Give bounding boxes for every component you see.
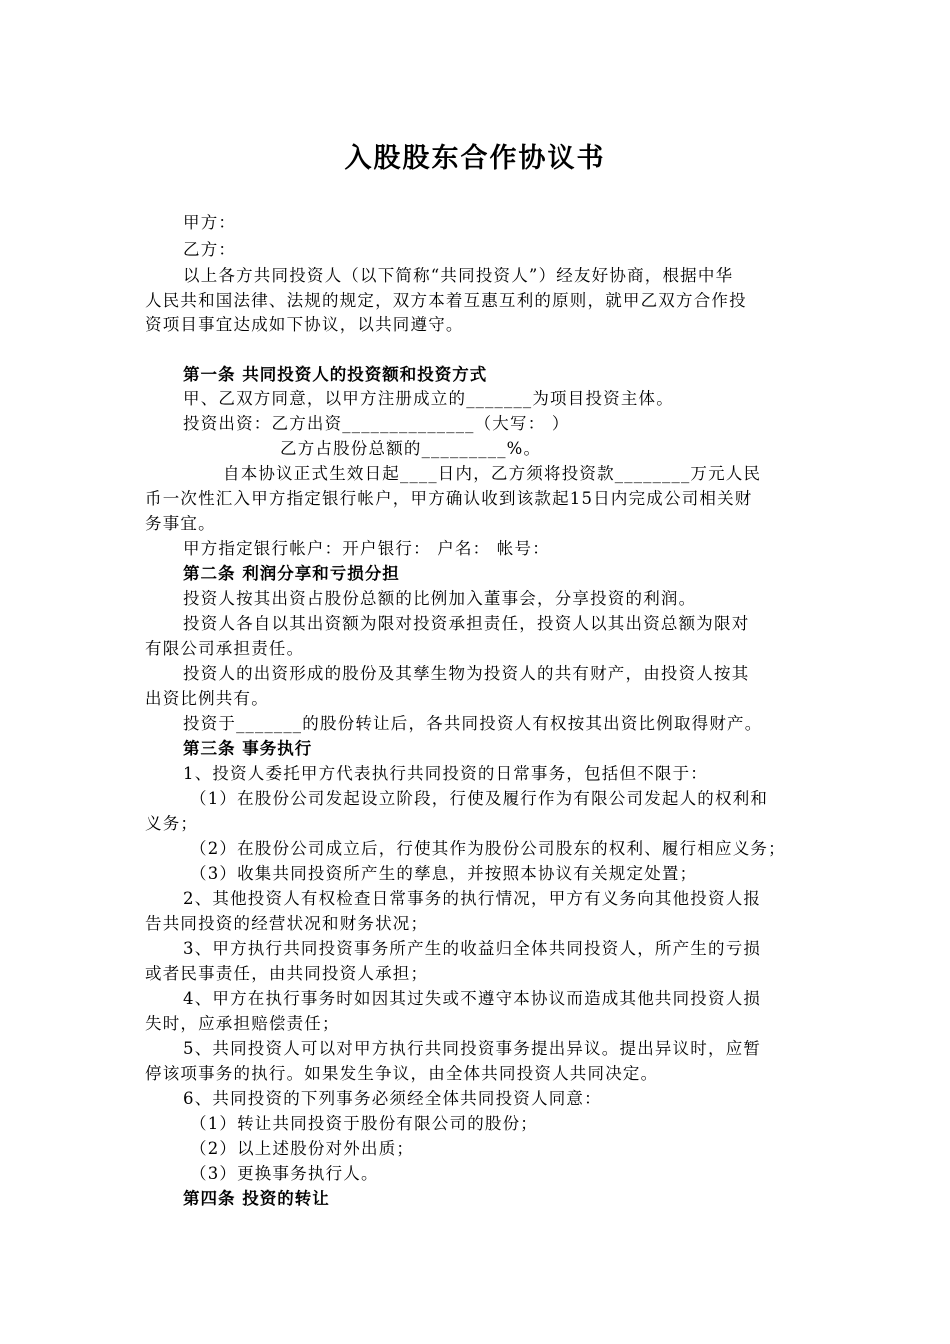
paragraph-line: 有限公司承担责任。 (145, 639, 305, 658)
paragraph-line: 投资人各自以其出资额为限对投资承担责任，投资人以其出资总额为限对 (183, 614, 750, 633)
party-a-line: 甲方： (183, 213, 237, 232)
article-1-heading: 第一条 共同投资人的投资额和投资方式 (183, 365, 488, 384)
paragraph-line: 投资人的出资形成的股份及其孳生物为投资人的共有财产，由投资人按其 (183, 664, 750, 683)
paragraph-line: 乙方占股份总额的_________%。 (280, 439, 542, 458)
paragraph-line: 停该项事务的执行。如果发生争议，由全体共同投资人共同决定。 (145, 1064, 659, 1083)
paragraph-line: 义务； (145, 814, 199, 833)
bank-account-line: 甲方指定银行帐户：开户银行： 户名： 帐号： (183, 539, 550, 558)
paragraph-line: 务事宜。 (145, 514, 216, 533)
party-b-line: 乙方： (183, 240, 237, 259)
paragraph-line: 资项目事宜达成如下协议，以共同遵守。 (145, 315, 464, 334)
paragraph-line: 1、投资人委托甲方代表执行共同投资的日常事务，包括但不限于： (183, 764, 708, 783)
paragraph-line: 甲、乙双方同意，以甲方注册成立的_______为项目投资主体。 (183, 389, 674, 408)
paragraph-line: 告共同投资的经营状况和财务状况； (145, 914, 429, 933)
article-4-heading: 第四条 投资的转让 (183, 1189, 330, 1208)
paragraph-line: （2）在股份公司成立后，行使其作为股份公司股东的权利、履行相应义务； (190, 839, 786, 858)
paragraph-line: 投资人按其出资占股份总额的比例加入董事会，分享投资的利润。 (183, 589, 697, 608)
article-2-heading: 第二条 利润分享和亏损分担 (183, 564, 400, 583)
paragraph-line: 出资比例共有。 (145, 689, 269, 708)
paragraph-line: 币一次性汇入甲方指定银行帐户，甲方确认收到该款起15日内完成公司相关财 (145, 489, 753, 508)
paragraph-line: （2）以上述股份对外出质； (190, 1139, 415, 1158)
paragraph-line: 4、甲方在执行事务时如因其过失或不遵守本协议而造成其他共同投资人损 (183, 989, 762, 1008)
paragraph-line: （1）在股份公司发起设立阶段，行使及履行作为有限公司发起人的权利和 (190, 789, 769, 808)
paragraph-line: 或者民事责任，由共同投资人承担； (145, 964, 429, 983)
paragraph-line: 自本协议正式生效日起____日内，乙方须将投资款________万元人民 (223, 464, 762, 483)
paragraph-line: 5、共同投资人可以对甲方执行共同投资事务提出异议。提出异议时，应暂 (183, 1039, 762, 1058)
paragraph-line: （3）更换事务执行人。 (190, 1164, 379, 1183)
paragraph-line: 投资于_______的股份转让后，各共同投资人有权按其出资比例取得财产。 (183, 714, 763, 733)
paragraph-line: 3、甲方执行共同投资事务所产生的收益归全体共同投资人，所产生的亏损 (183, 939, 762, 958)
paragraph-line: 投资出资：乙方出资______________（大写： ） (183, 414, 570, 433)
article-3-heading: 第三条 事务执行 (183, 739, 313, 758)
paragraph-line: 失时，应承担赔偿责任； (145, 1014, 340, 1033)
paragraph-line: （1）转让共同投资于股份有限公司的股份； (190, 1114, 538, 1133)
paragraph-line: 2、其他投资人有权检查日常事务的执行情况，甲方有义务向其他投资人报 (183, 889, 762, 908)
paragraph-line: 6、共同投资的下列事务必须经全体共同投资人同意： (183, 1089, 602, 1108)
paragraph-line: 以上各方共同投资人（以下简称“共同投资人”）经友好协商，根据中华 (183, 266, 734, 285)
paragraph-line: 人民共和国法律、法规的规定，双方本着互惠互利的原则，就甲乙双方合作投 (145, 291, 747, 310)
document-title: 入股股东合作协议书 (344, 143, 606, 174)
paragraph-line: （3）收集共同投资所产生的孳息，并按照本协议有关规定处置； (190, 864, 698, 883)
